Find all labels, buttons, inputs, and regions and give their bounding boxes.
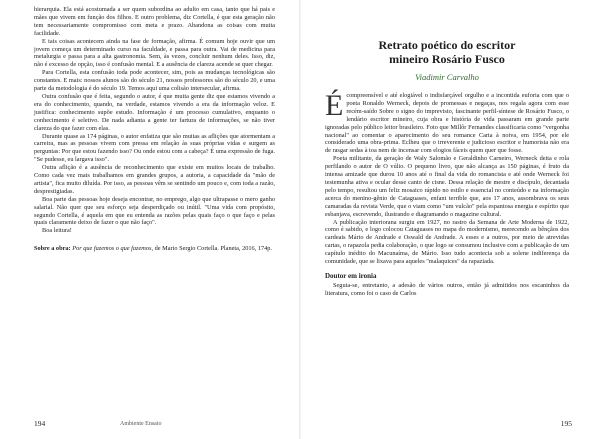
running-head: Ambiente Ensaio xyxy=(120,421,162,427)
right-paragraph-1: compreensível e até elogiável o indisfarçável orgulho e a incontida euforia com que o poeta Ronaldo Werneck, depois de promessas e negaças, nos regala agora com esse recém-saído Sobre o signo do imprevisto, fascinante perfil-síntese de Rosário Fusco, o lendário escritor mineiro, cuja obra e história de vida passaram em grande parte ignoradas pelo público leitor brasileiro. Foto que Millôr Fernandes classificaria como "vergonha nacional" ao comentar o aparecimento do seu romance Carta à noiva, em 1954, por ele considerado uma obra-prima. Eclheu que o irreverente e judicioso escritor e humorista não era de rasgar sedas à toa nem de incensar com elogios fáceis quem quer que fosse. xyxy=(325,92,569,155)
article-author: Viadimir Carvalho xyxy=(415,72,479,82)
left-paragraph-2: E tais coisas acontecem ainda na fase de formação, afirma. É comum hoje ouvir que um jovem começa um determinado curso na faculdade, e passa para outra. Vai de medicina para metalurgia e passa para a alta gastronomia. Sem, às vezes, concluir nenhum deles. Isso, diz, não é excesso de opção, isso é confusão mental. E a ausência de clareza acende se quer chegar. xyxy=(34,37,275,69)
left-paragraph-5: Durante quase as 174 páginas, o autor enfatiza que são muitas as aflições que atormentam a carreira, mas as pessoas vivem com pressa em relação às suas próprias vidas e surgem as perguntas: Por que estou fazendo isso? Ou onde estou com a cabeça? É uma expressão de fuga. "Se pudesse, eu largava isso". xyxy=(34,132,275,164)
right-paragraph-2: Poeta militante, da geração de Waly Salomão e Geraldinho Carneiro, Werneck deita e rola perfilando o autor de O vúlio. O pequeno livro, que não alcança as 150 páginas, é fruto da intensa amizade que durou 10 anos até o final da vida do romancista e até onde Werneck foi testemunha ativa e ocular desse canto de cisne. Dessa relação de mestre e discípulo, decantada pelo tempo, resultou um feliz mosaico rápido no estilo e essencial no conteúdo e na informação acerca do menino-gênio de Cataguases, enfant terrible que, aos 17 anos, assombrava os seus camaradas da revista Verde, que o viam como "um vulcão" pela espantosa energia e espírito que esbanjava, escrevendo, ilustrando e diagramando o magazine cultural. xyxy=(325,155,569,218)
drop-cap: É xyxy=(325,89,344,122)
right-page-number: 195 xyxy=(560,419,572,428)
left-paragraph-7: Boa parte das pessoas hoje deseja encontrar, no emprego, algo que ultrapasse o mero ganho salarial. Não quer que seu esforço seja desperdiçado ou inútil. "Uma vida com propósito, segundo Cortella, é aquela em que eu entenda as razões pelas quais faço o que faço e pelas quais claramente deixo de fazer o que não faço". xyxy=(34,195,275,227)
left-paragraph-1: hierarquia. Ela está acostumada a ser quem subordina ao adulto em casa, tanto que há pais e mães que vivem em função dos filhos. E outro problema, diz Cortella, é que esta geração não tem necessariamente compromisso com meta e prazo. Abandona as coisas com muita facilidade. xyxy=(34,6,275,37)
left-text-column xyxy=(34,6,275,253)
source-label: Sobre a obra: xyxy=(34,245,71,253)
article-title xyxy=(325,38,569,66)
left-paragraph-6: Outra aflição é a ausência de reconhecimento que existe em muitos locais de trabalho. Como cada vez mais trabalhamos em grandes grupos, a autoria, a capacidade da "mão de artista", fica muito diluída. Por isso, as pessoas vêm se sentindo um pouco e, com toda a razão, desprestigiadas. xyxy=(34,164,275,195)
article-title-line-2: mineiro Rosário Fusco xyxy=(389,52,505,66)
right-text-column xyxy=(325,38,569,298)
source-details: , de Mario Sergio Cortella. Planeta, 2016, 174p. xyxy=(151,245,272,253)
left-paragraph-8: Boa leitura! xyxy=(42,227,72,235)
section-heading: Doutor em ironia xyxy=(325,271,377,280)
article-opening xyxy=(325,89,569,155)
section-paragraph: Seguia-se, entretanto, a adesão de vários outros, então já admitidos nos escaninhos da literatura, como foi o caso de Carlos xyxy=(325,281,569,297)
article-title-line-1: Retrato poético do escritor xyxy=(378,38,516,52)
left-page-number: 194 xyxy=(34,419,46,428)
left-paragraph-4: Outra confusão que é feita, segundo o autor, é que muita gente diz que estamos vivendo a era do conhecimento, quando, na verdade, estamos vivendo a era da informação veloz. E justifica: conhecimento supõe estudo. Informação é um processo cumulativo, enquanto o conhecimento é seletivo. De nada adianta a gente ter fartura de informações, se não tiver clareza do que fazer com elas. xyxy=(34,92,275,132)
source-title: Por que fazemos o que fazemos xyxy=(72,245,152,253)
left-paragraph-3: Para Cortella, esta confusão toda pode acontecer, sim, pois as mudanças tecnológicas são constantes. E mais: nossos alunos são do século 21, nossos professores são do século 20, e uma parte da metodologia é do século 19. Temos aqui uma colisão intersecular, afirma. xyxy=(34,69,275,93)
right-page xyxy=(300,0,600,439)
book-source-note xyxy=(34,245,275,253)
right-paragraph-3: A publicação interiorana surgiu em 1927, no rastro da Semana de Arte Moderna de 1922, como é sabido, e logo colocou Cataguases no mapa do modernismo, merecendo as bênçãos dos cardeais Mário de Andrade e Oswald de Andrade. A esses e a outros, por meio de atrevidas cartas, o rapazola pedia colaboração, o que logo se consumou inclusive com a publicação de um capítulo inédito do Macunaíma, de Mário. Isso tudo acontecia sob a solene indiferença da comunidade, que se lixava para aqueles "malaquices" da rapaziada. xyxy=(325,218,569,266)
